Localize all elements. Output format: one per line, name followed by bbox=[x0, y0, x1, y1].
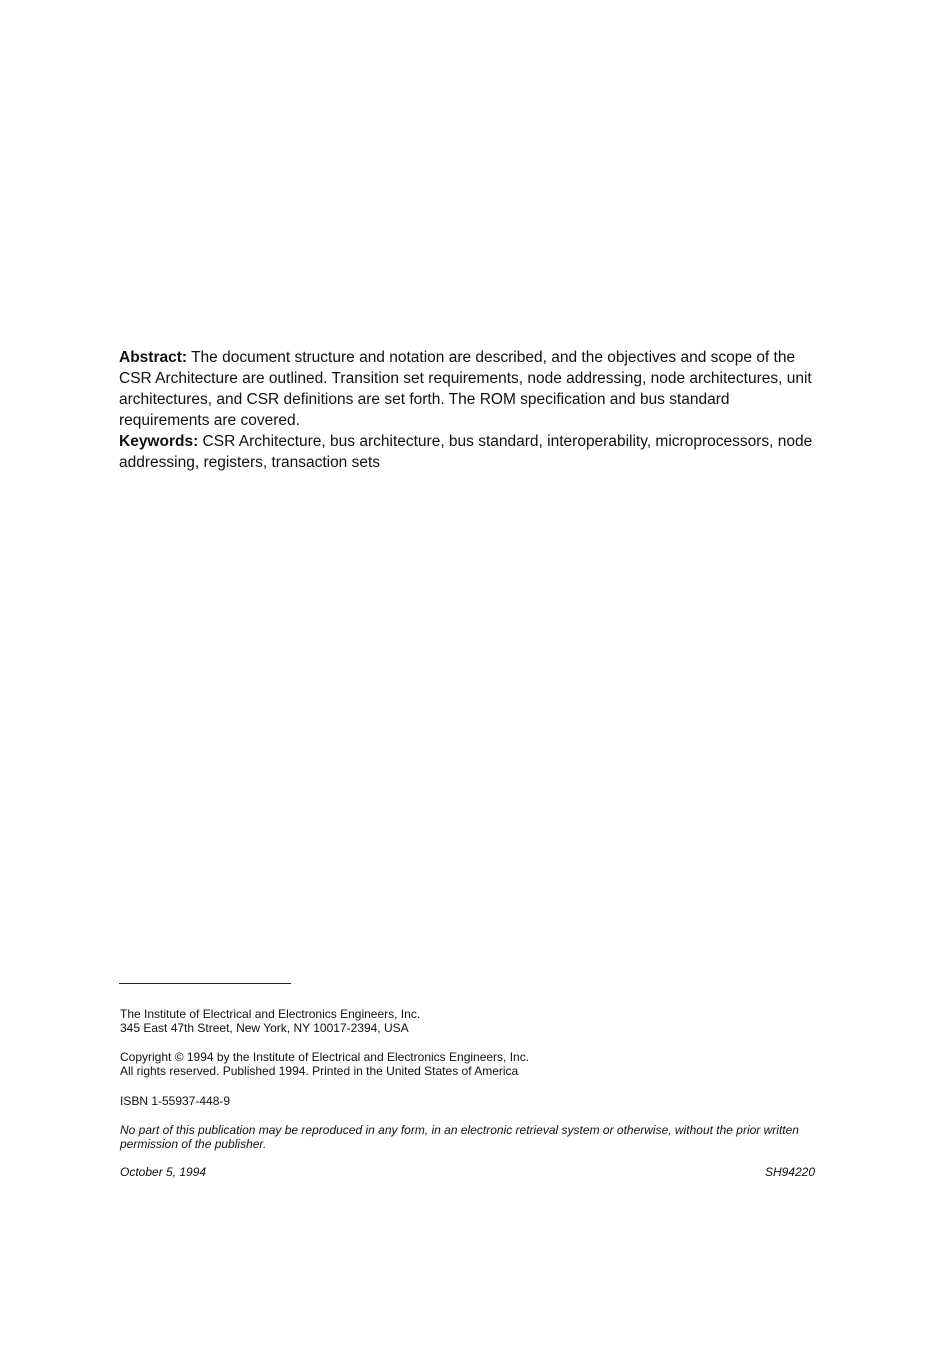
keywords-paragraph bbox=[119, 431, 819, 473]
reproduction-notice-text: No part of this publication may be reproduced in any form, in an electronic retrieval system or otherwise, without the prior written permission of the publisher. bbox=[120, 1123, 799, 1151]
abstract-section bbox=[119, 347, 819, 473]
isbn-block bbox=[120, 1094, 815, 1108]
abstract-label: Abstract: bbox=[119, 349, 188, 366]
copyright-line-1: Copyright © 1994 by the Institute of Electrical and Electronics Engineers, Inc. bbox=[120, 1050, 530, 1064]
document-code: SH94220 bbox=[764, 1165, 815, 1179]
footer-row bbox=[120, 1165, 815, 1179]
copyright-block bbox=[120, 1050, 815, 1078]
keywords-label: Keywords: bbox=[119, 433, 199, 450]
isbn-number: ISBN 1-55937-448-9 bbox=[120, 1094, 231, 1108]
copyright-line-2: All rights reserved. Published 1994. Printed in the United States of America bbox=[120, 1064, 519, 1078]
keywords-text: CSR Architecture, bus architecture, bus standard, interoperability, microprocessors, node addressing, registers, transaction sets bbox=[119, 433, 813, 471]
publisher-name: The Institute of Electrical and Electronics Engineers, Inc. bbox=[120, 1007, 421, 1021]
publisher-block bbox=[120, 1007, 815, 1035]
publisher-address: 345 East 47th Street, New York, NY 10017-2394, USA bbox=[120, 1021, 409, 1035]
publication-date: October 5, 1994 bbox=[120, 1165, 207, 1179]
abstract-text: The document structure and notation are described, and the objectives and scope of the CSR Architecture are outlined. Transition set requirements, node addressing, node architectures, unit architectures, and CSR definitions are set forth. The ROM specification and bus standard requirements are covered. bbox=[119, 349, 812, 429]
reproduction-notice bbox=[120, 1123, 815, 1151]
footnote-divider bbox=[119, 983, 291, 984]
abstract-paragraph bbox=[119, 347, 819, 431]
